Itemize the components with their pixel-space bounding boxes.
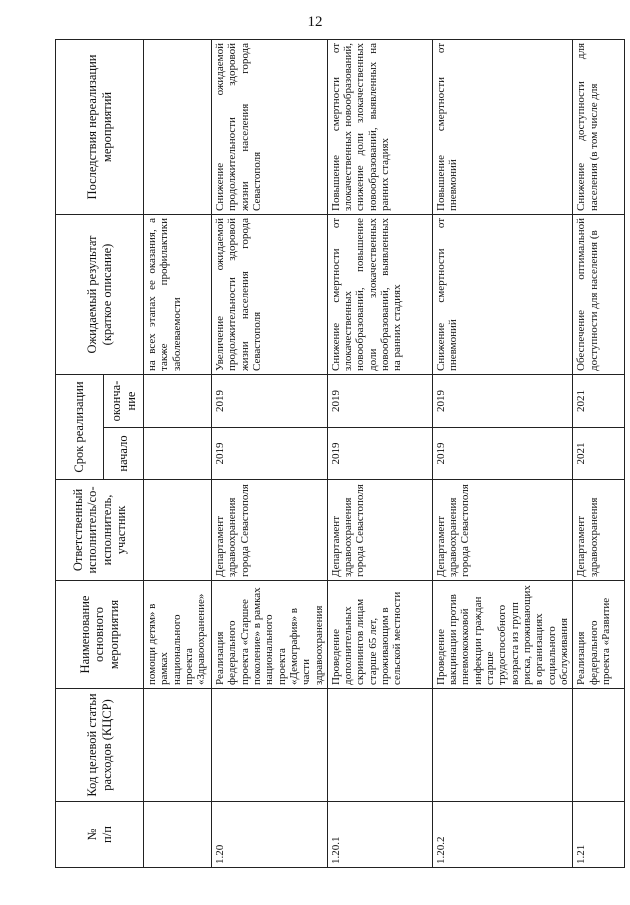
cell-start: 2019 — [432, 428, 572, 480]
cell-executor: Департамент здравоохранения города Севастополя — [212, 480, 328, 581]
table-row — [144, 39, 212, 867]
cell-end — [144, 374, 212, 427]
cell-consequences: Снижение ожидаемой продолжительности здоровой жизни населения города Севастополя — [212, 39, 328, 214]
cell-kcsr — [573, 689, 625, 802]
cell-executor: Департамент здравоохранения города Севастополя — [327, 480, 432, 581]
cell-start: 2019 — [212, 428, 328, 480]
header-kcsr: Код целевой статьи расходов (КЦСР) — [56, 689, 144, 802]
cell-num: 1.20.1 — [327, 802, 432, 868]
cell-start: 2019 — [327, 428, 432, 480]
cell-start — [144, 428, 212, 480]
cell-executor: Департамент здравоохранения — [573, 480, 625, 581]
cell-result: Обеспечение оптимальной доступности для населения (в — [573, 214, 625, 374]
header-start: начало — [104, 428, 144, 480]
rotated-table-block — [55, 40, 612, 868]
cell-result: Увеличение ожидаемой продолжительности здоровой жизни населения города Севастополя — [212, 214, 328, 374]
cell-kcsr — [212, 689, 328, 802]
header-name: Наименование основного мероприятия — [56, 581, 144, 689]
cell-executor: Департамент здравоохранения города Севастополя — [432, 480, 572, 581]
cell-name: Проведение дополнительных скринингов лицам старше 65 лет, проживающим в сельской местности — [327, 581, 432, 689]
cell-name: помощи детям» в рамках национального проекта «Здравоохранение» — [144, 581, 212, 689]
cell-name: Реализация федерального проекта «Старшее поколение» в рамках национального проекта «Демография» в части здравоохранения — [212, 581, 328, 689]
table-row — [212, 39, 328, 867]
cell-kcsr — [144, 689, 212, 802]
header-end: оконча- ние — [104, 374, 144, 427]
cell-name: Реализация федерального проекта «Развитие — [573, 581, 625, 689]
cell-num — [144, 802, 212, 868]
cell-start: 2021 — [573, 428, 625, 480]
table-row — [432, 39, 572, 867]
cell-result: на всех этапах ее оказания, а также профилактики заболеваемости — [144, 214, 212, 374]
header-consequences: Последствия нереализации мероприятий — [56, 39, 144, 214]
header-result: Ожидаемый результат (краткое описание) — [56, 214, 144, 374]
cell-end: 2019 — [327, 374, 432, 427]
cell-num: 1.20 — [212, 802, 328, 868]
cell-consequences: Повышение смертности от пневмоний — [432, 39, 572, 214]
cell-name: Проведение вакцинации против пневмококковой инфекции граждан старше трудоспособного возраста из групп риска, проживающих в организациях социального обслуживания — [432, 581, 572, 689]
measures-table — [55, 39, 625, 868]
cell-end: 2021 — [573, 374, 625, 427]
cell-result: Снижение смертности от пневмоний — [432, 214, 572, 374]
cell-consequences: Снижение доступности для населения (в том числе для — [573, 39, 625, 214]
cell-num: 1.20.2 — [432, 802, 572, 868]
table-row — [573, 39, 625, 867]
header-executor: Ответственный исполнитель/со-исполнитель, участник — [56, 480, 144, 581]
cell-end: 2019 — [432, 374, 572, 427]
table-row — [327, 39, 432, 867]
cell-num: 1.21 — [573, 802, 625, 868]
cell-kcsr — [327, 689, 432, 802]
page-number: 12 — [307, 14, 323, 30]
cell-consequences — [144, 39, 212, 214]
cell-executor — [144, 480, 212, 581]
cell-kcsr — [432, 689, 572, 802]
cell-consequences: Повышение смертности от злокачественных новообразований, снижение доли злокачественных новообразований, выявленных на ранних стадиях — [327, 39, 432, 214]
header-num: № п/п — [56, 802, 144, 868]
cell-end: 2019 — [212, 374, 328, 427]
header-row — [56, 39, 104, 867]
header-period: Срок реализации — [56, 374, 104, 479]
cell-result: Снижение смертности от злокачественных новообразований, повышение доли злокачественных новообразований, выявленных на ранних стадиях — [327, 214, 432, 374]
